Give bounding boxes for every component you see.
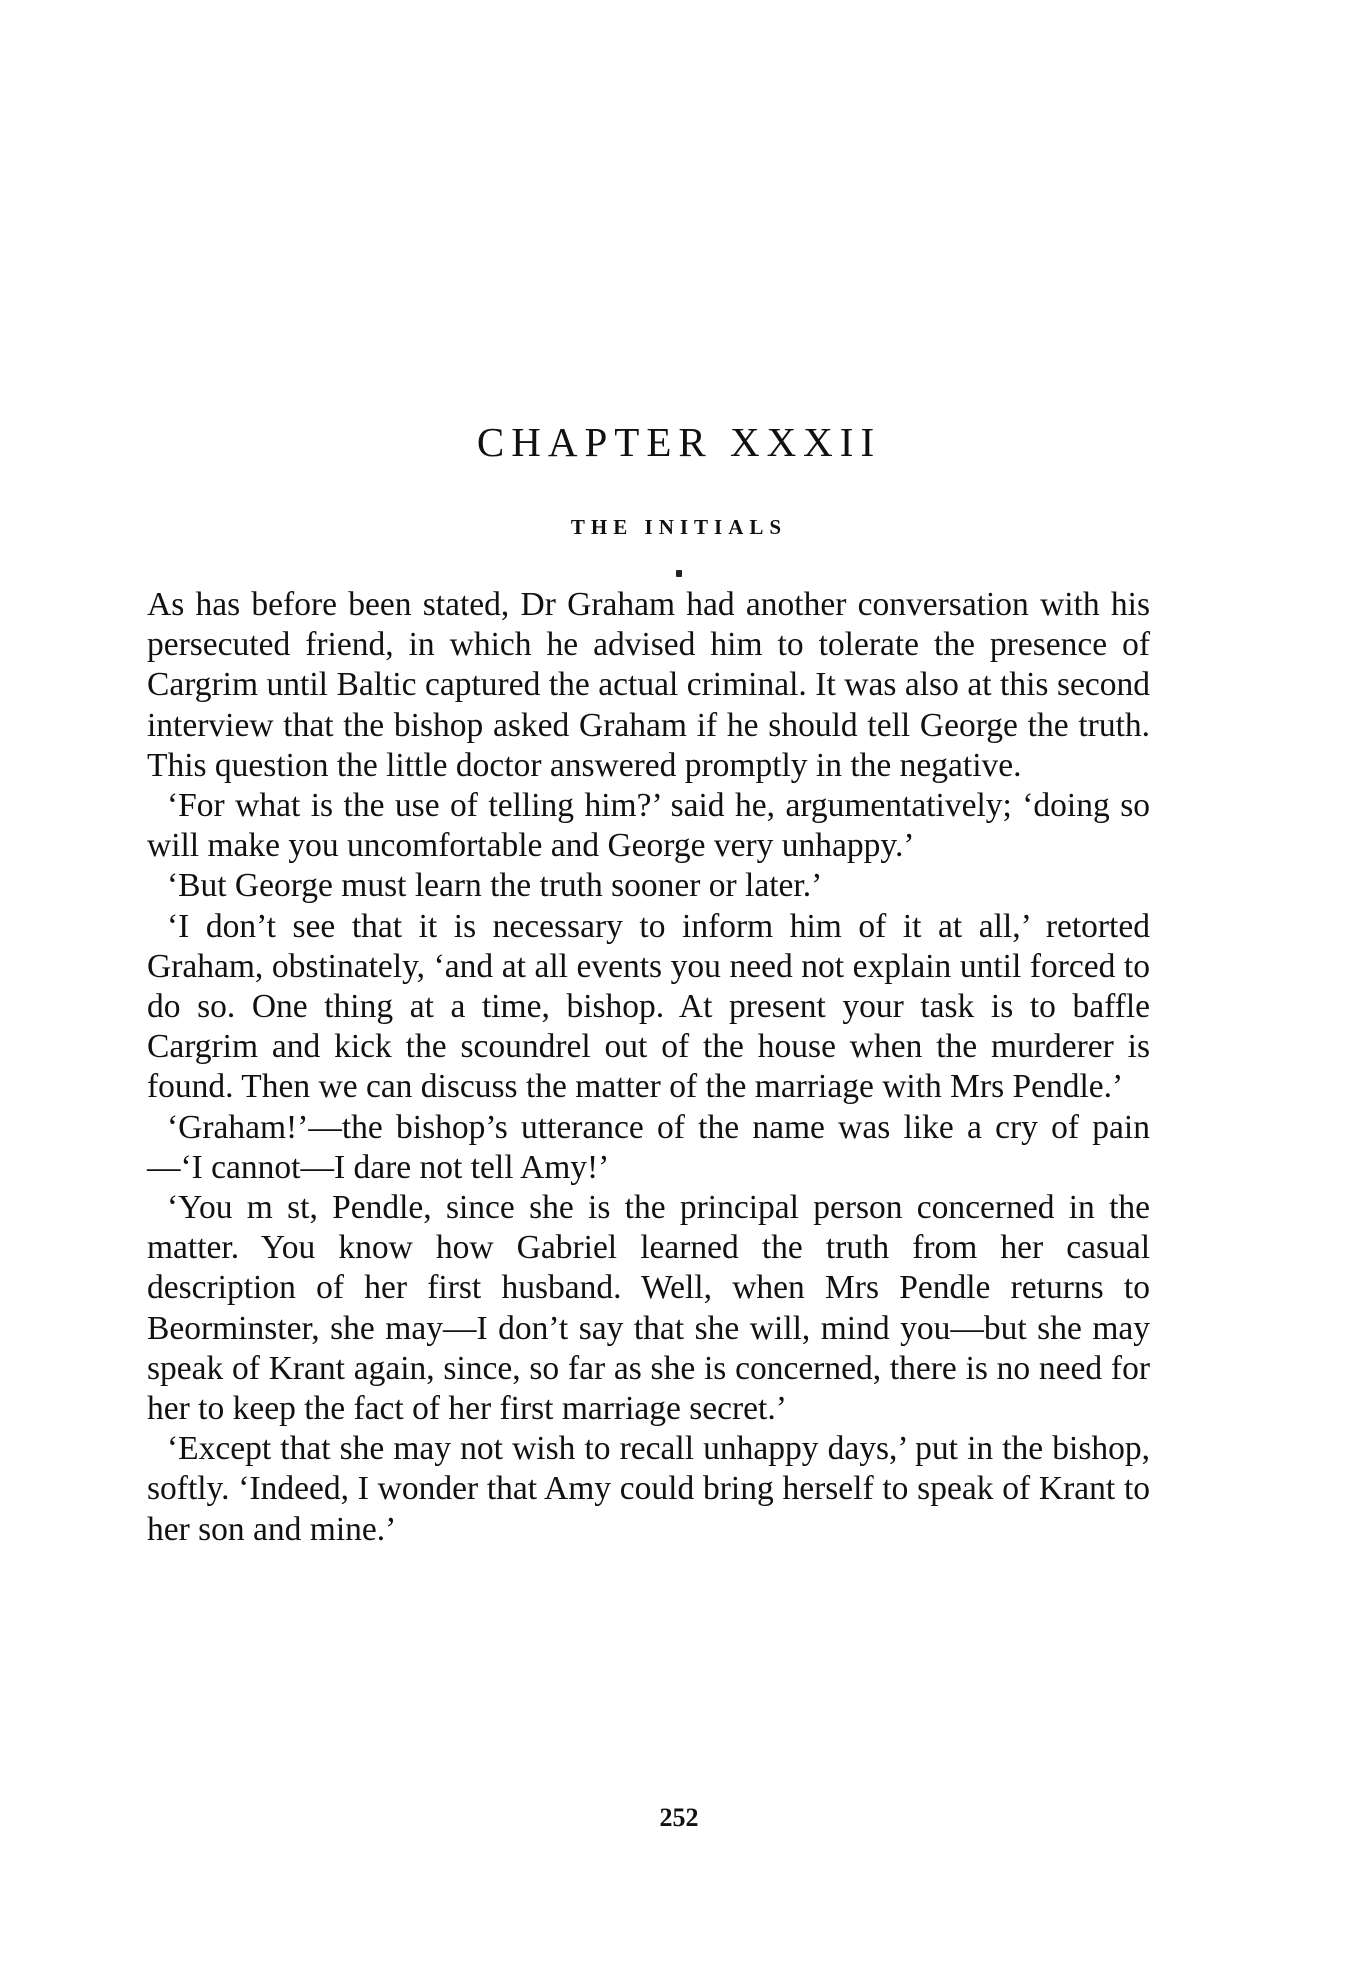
paragraph: ‘Except that she may not wish to recall unhappy days,’ put in the bishop, softly. ‘Indeed, I wonder that Amy could bring herself to speak of Krant to her son and mine.’	[147, 1430, 1150, 1548]
paragraph: ‘I don’t see that it is necessary to inform him of it at all,’ retorted Graham, obstinately, ‘and at all events you need not explain until forced to do so. One thing at a time, bishop. At present your task is to baffle Cargrim and kick the scoundrel out of the house when the murderer is found. Then we can discuss the matter of the marriage with Mrs Pendle.’	[147, 907, 1150, 1106]
page-number: 252	[659, 1803, 699, 1832]
ornament-mark	[676, 570, 682, 577]
paragraph: ‘For what is the use of telling him?’ said he, argumentatively; ‘doing so will make you uncomfortable and George very unhappy.’	[147, 787, 1150, 865]
chapter-title: CHAPTER XXXII	[476, 419, 882, 465]
paragraph: As has before been stated, Dr Graham had another conversation with his persecuted friend, in which he advised him to tolerate the presence of Cargrim until Baltic captured the actual criminal. It was also at this second interview that the bishop asked Graham if he should tell George the truth. This question the little doctor answered promptly in the negative.	[147, 586, 1150, 784]
paragraph: ‘You m st, Pendle, since she is the principal person concerned in the matter. You know how Gabriel learned the truth from her casual description of her first husband. Well, when Mrs Pendle returns to Beorminster, she may—I don’t say that she will, mind you—but she may speak of Krant again, since, so far as she is concerned, there is no need for her to keep the fact of her first marriage secret.’	[147, 1189, 1150, 1428]
paragraph: ‘But George must learn the truth sooner or later.’	[167, 867, 823, 905]
chapter-subtitle: THE INITIALS	[570, 515, 788, 539]
paragraph: ‘Graham!’—the bishop’s utterance of the name was like a cry of pain—‘I cannot—I dare not tell Amy!’	[147, 1108, 1150, 1186]
body-text	[147, 585, 1150, 1550]
